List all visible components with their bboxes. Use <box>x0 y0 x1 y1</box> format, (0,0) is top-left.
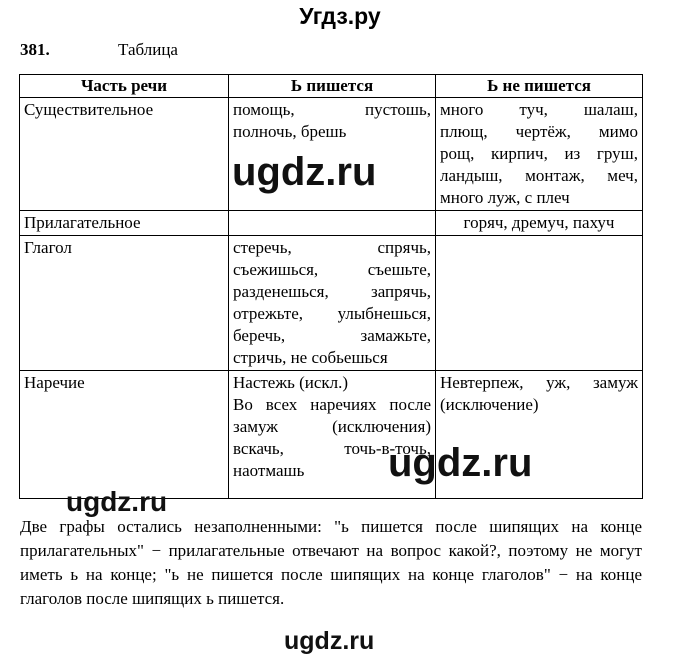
cell-part-adverb: Наречие <box>20 371 229 499</box>
cell-not-written-adjective <box>436 211 643 236</box>
cell-part-noun: Существительное <box>20 98 229 211</box>
cell-written-verb <box>229 236 436 371</box>
list-item: помощь, пустошь, <box>233 100 431 119</box>
site-title: Угдз.ру <box>299 3 381 29</box>
header-part-of-speech: Часть речи <box>20 75 229 98</box>
list-item: разденешься, запрячь, <box>233 282 431 301</box>
table-row-verb <box>20 236 643 371</box>
list-item: наотмашь <box>233 461 305 480</box>
cell-not-written-verb <box>436 236 643 371</box>
cell-written-adjective <box>229 211 436 236</box>
header-soft-sign-written: Ь пишется <box>229 75 436 98</box>
watermark: ugdz.ru <box>388 441 533 485</box>
list-item: стричь, не собьешься <box>233 348 388 367</box>
task-number: 381. <box>20 40 50 59</box>
watermark: ugdz.ru <box>232 150 377 194</box>
list-item: ландыш, монтаж, меч, <box>440 166 638 185</box>
list-item: много туч, шалаш, <box>440 100 638 119</box>
watermark: ugdz.ru <box>66 486 168 517</box>
list-item: полночь, брешь <box>233 122 347 141</box>
list-item: беречь, замажьте, <box>233 326 431 345</box>
list-item: плющ, чертёж, мимо <box>440 122 638 141</box>
answer-paragraph: Две графы остались незаполненными: "ь пишется после шипящих на конце прилагательных" − прилагательные отвечают на вопрос какой?, поэтому не могут иметь ь на конце; "ь не пишется после шипящих на конце глаголов" − на конце глаголов после шипящих ь пишется. <box>20 517 642 608</box>
table-header-row <box>20 75 643 98</box>
task-title: Таблица <box>118 40 178 59</box>
table-row-adjective <box>20 211 643 236</box>
task-header <box>20 40 178 60</box>
list-item: вскачь, точь-в-точь, <box>233 439 431 458</box>
cell-not-written-noun <box>436 98 643 211</box>
list-item: Невтерпеж, уж, замуж <box>440 373 638 392</box>
cell-part-adjective: Прилагательное <box>20 211 229 236</box>
list-item: (исключение) <box>440 395 539 414</box>
list-item: горяч, дремуч, пахуч <box>463 213 615 232</box>
watermark: ugdz.ru <box>284 627 375 655</box>
list-item: много луж, с плеч <box>440 188 570 207</box>
list-item: отрежьте, улыбнешься, <box>233 304 431 323</box>
list-item: рощ, кирпич, из груш, <box>440 144 638 163</box>
orthography-table <box>19 74 643 499</box>
list-item: замуж (исключения) <box>233 417 431 436</box>
list-item: стеречь, спрячь, <box>233 238 431 257</box>
list-item: съежишься, съешьте, <box>233 260 431 279</box>
cell-part-verb: Глагол <box>20 236 229 371</box>
list-item: Во всех наречиях после <box>233 395 431 414</box>
header-soft-sign-not-written: Ь не пишется <box>436 75 643 98</box>
table-row-adverb <box>20 371 643 499</box>
list-item: Настежь (искл.) <box>233 373 349 392</box>
